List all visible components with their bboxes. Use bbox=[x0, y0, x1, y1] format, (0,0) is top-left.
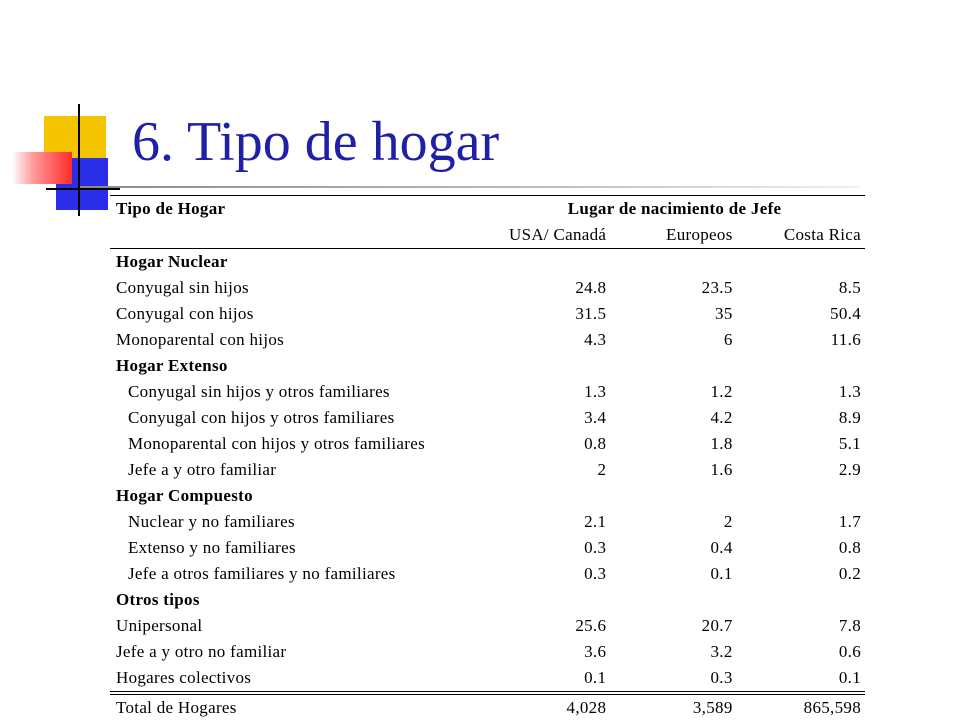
table-row bbox=[110, 535, 865, 561]
cell-value: 0.2 bbox=[838, 564, 861, 583]
row-label-header: Tipo de Hogar bbox=[110, 196, 484, 223]
cell-value bbox=[743, 587, 865, 613]
household-type-table bbox=[110, 195, 865, 721]
slide-title: 6. Tipo de hogar bbox=[132, 111, 500, 173]
row-label: Hogares colectivos bbox=[116, 668, 252, 687]
row-label: Jefe a y otro familiar bbox=[128, 460, 277, 479]
cell-value: 35 bbox=[715, 304, 733, 323]
cell-value bbox=[616, 587, 742, 613]
row-label: Extenso y no familiares bbox=[128, 538, 296, 557]
section-label: Hogar Compuesto bbox=[116, 486, 253, 505]
cell-value bbox=[743, 353, 865, 379]
cell-value: 2 bbox=[723, 512, 733, 531]
cell-value bbox=[743, 483, 865, 509]
cell-value: 0.1 bbox=[584, 668, 607, 687]
row-label: Conyugal con hijos y otros familiares bbox=[128, 408, 395, 427]
cell-value: 1.7 bbox=[838, 512, 861, 531]
cell-value bbox=[484, 249, 616, 276]
cell-value: 0.1 bbox=[710, 564, 733, 583]
decor-red-gradient-bar bbox=[12, 152, 72, 184]
table-column-header-row bbox=[110, 222, 865, 249]
cell-value: 0.3 bbox=[584, 564, 607, 583]
cell-value: 7.8 bbox=[838, 616, 861, 635]
table-row bbox=[110, 275, 865, 301]
table-header-row bbox=[110, 196, 865, 223]
table-row bbox=[110, 457, 865, 483]
cell-value: 25.6 bbox=[575, 616, 607, 635]
table-row bbox=[110, 561, 865, 587]
cell-value: 4.2 bbox=[710, 408, 733, 427]
cell-value: 2.9 bbox=[838, 460, 861, 479]
table-row bbox=[110, 639, 865, 665]
cell-value: 1.2 bbox=[710, 382, 733, 401]
title-underline bbox=[80, 186, 860, 188]
cell-value: 31.5 bbox=[575, 304, 607, 323]
decor-vertical-line bbox=[78, 104, 80, 216]
total-value: 865,598 bbox=[743, 693, 865, 721]
table-row bbox=[110, 301, 865, 327]
cell-value: 3.4 bbox=[584, 408, 607, 427]
column-header: Costa Rica bbox=[743, 222, 865, 249]
table-row bbox=[110, 405, 865, 431]
cell-value: 8.5 bbox=[838, 278, 861, 297]
cell-value bbox=[616, 249, 742, 276]
row-label: Nuclear y no familiares bbox=[128, 512, 295, 531]
group-header: Lugar de nacimiento de Jefe bbox=[484, 196, 865, 223]
cell-value: 2.1 bbox=[584, 512, 607, 531]
cell-value: 50.4 bbox=[830, 304, 861, 323]
column-header: USA/ Canadá bbox=[484, 222, 616, 249]
column-header: Europeos bbox=[616, 222, 742, 249]
total-value: 4,028 bbox=[484, 693, 616, 721]
cell-value: 1.3 bbox=[584, 382, 607, 401]
section-row bbox=[110, 483, 865, 509]
row-label: Jefe a otros familiares y no familiares bbox=[128, 564, 396, 583]
cell-value: 2 bbox=[597, 460, 607, 479]
cell-value: 1.6 bbox=[710, 460, 733, 479]
table-row bbox=[110, 327, 865, 353]
section-row bbox=[110, 249, 865, 276]
total-value: 3,589 bbox=[616, 693, 742, 721]
cell-value: 0.1 bbox=[838, 668, 861, 687]
cell-value: 11.6 bbox=[830, 330, 861, 349]
cell-value: 3.2 bbox=[710, 642, 733, 661]
cell-value: 0.8 bbox=[838, 538, 861, 557]
cell-value: 3.6 bbox=[584, 642, 607, 661]
cell-value: 23.5 bbox=[701, 278, 733, 297]
table-row bbox=[110, 665, 865, 693]
cell-value: 1.8 bbox=[710, 434, 733, 453]
section-label: Hogar Nuclear bbox=[116, 252, 228, 271]
cell-value: 5.1 bbox=[838, 434, 861, 453]
cell-value: 20.7 bbox=[701, 616, 733, 635]
cell-value: 8.9 bbox=[838, 408, 861, 427]
section-label: Otros tipos bbox=[116, 590, 200, 609]
decor-horizontal-line bbox=[46, 188, 120, 190]
cell-value: 4.3 bbox=[584, 330, 607, 349]
cell-value bbox=[484, 587, 616, 613]
cell-value bbox=[616, 483, 742, 509]
cell-value bbox=[743, 249, 865, 276]
row-label: Unipersonal bbox=[116, 616, 203, 635]
row-label: Conyugal con hijos bbox=[116, 304, 254, 323]
cell-value: 0.3 bbox=[584, 538, 607, 557]
row-label: Conyugal sin hijos y otros familiares bbox=[128, 382, 390, 401]
section-row bbox=[110, 353, 865, 379]
cell-value: 1.3 bbox=[838, 382, 861, 401]
table-row bbox=[110, 431, 865, 457]
table-row bbox=[110, 379, 865, 405]
cell-value: 6 bbox=[723, 330, 733, 349]
cell-value: 0.6 bbox=[838, 642, 861, 661]
cell-value bbox=[616, 353, 742, 379]
cell-value: 24.8 bbox=[575, 278, 607, 297]
section-label: Hogar Extenso bbox=[116, 356, 228, 375]
table-body bbox=[110, 249, 865, 694]
table-row bbox=[110, 509, 865, 535]
section-row bbox=[110, 587, 865, 613]
row-label: Jefe a y otro no familiar bbox=[116, 642, 287, 661]
total-row bbox=[110, 693, 865, 721]
cell-value: 0.8 bbox=[584, 434, 607, 453]
cell-value: 0.4 bbox=[710, 538, 733, 557]
row-label: Monoparental con hijos y otros familiares bbox=[128, 434, 425, 453]
cell-value: 0.3 bbox=[710, 668, 733, 687]
cell-value bbox=[484, 353, 616, 379]
row-label: Monoparental con hijos bbox=[116, 330, 285, 349]
cell-value bbox=[484, 483, 616, 509]
row-label: Conyugal sin hijos bbox=[116, 278, 249, 297]
table-row bbox=[110, 613, 865, 639]
total-label: Total de Hogares bbox=[110, 693, 484, 721]
